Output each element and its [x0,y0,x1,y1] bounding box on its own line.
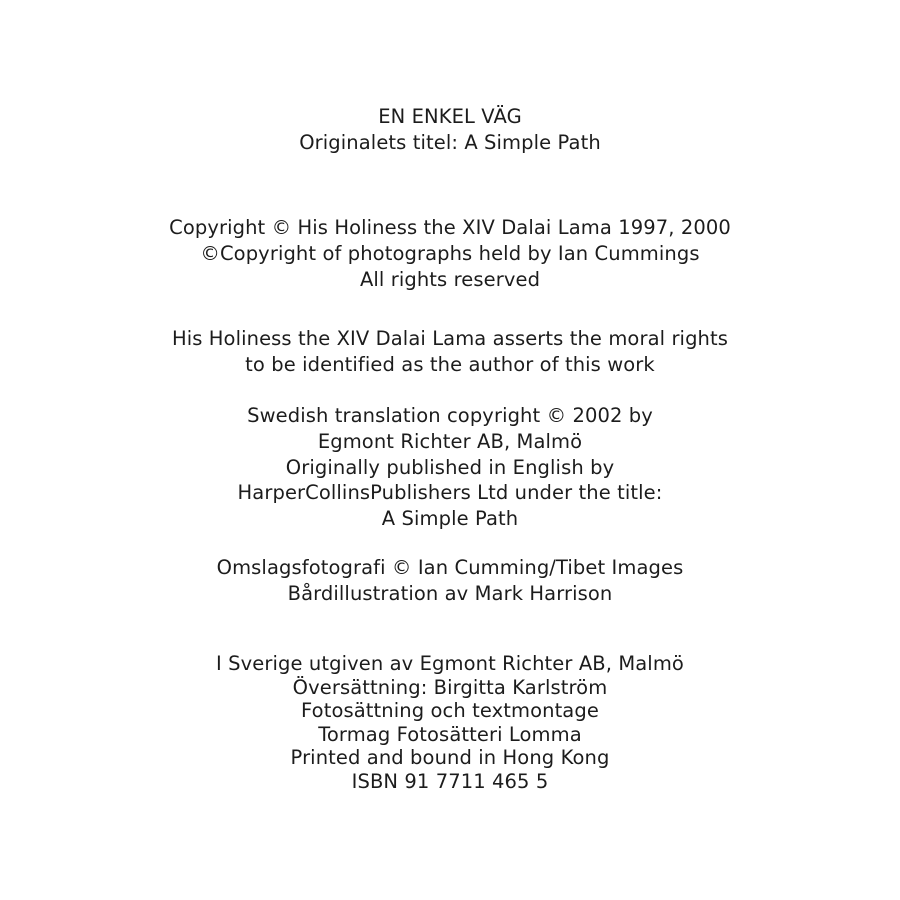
original-publication: Originally published in English by [285,455,615,479]
moral-rights-line-1: His Holiness the XIV Dalai Lama asserts the moral rights [171,327,729,350]
translation-block [0,403,900,532]
moral-rights-block [0,326,900,378]
typesetter: Tormag Fotosätteri Lomma [318,722,582,746]
border-illustration-credit: Bårdillustration av Mark Harrison [287,581,613,605]
copyright-block [0,215,900,292]
copyright-line-photographs: ©Copyright of photographs held by Ian Cummings [200,241,700,265]
rights-reserved: All rights reserved [359,267,541,291]
translation-copyright: Swedish translation copyright © 2002 by [247,404,653,427]
swedish-publisher: I Sverige utgiven av Egmont Richter AB, Malmö [216,652,684,675]
original-title-repeat: A Simple Path [381,507,519,531]
translator-credit: Översättning: Birgitta Karlström [292,675,608,699]
moral-rights-line-2: to be identified as the author of this work [245,352,655,376]
copyright-line-author: Copyright © His Holiness the XIV Dalai Lama 1997, 2000 [169,216,731,239]
printing-info: Printed and bound in Hong Kong [290,746,610,769]
title-block [0,104,900,156]
isbn: ISBN 91 7711 465 5 [351,769,549,793]
typesetting-label: Fotosättning och textmontage [301,699,599,722]
original-title: Originalets titel: A Simple Path [299,130,601,154]
cover-photo-credit: Omslagsfotografi © Ian Cumming/Tibet Images [216,556,684,579]
imprint-block [0,652,900,793]
original-publisher: HarperCollinsPublishers Ltd under the title: [237,481,663,505]
cover-credits-block [0,555,900,607]
book-title: EN ENKEL VÄG [378,105,522,128]
translation-publisher: Egmont Richter AB, Malmö [317,429,583,453]
